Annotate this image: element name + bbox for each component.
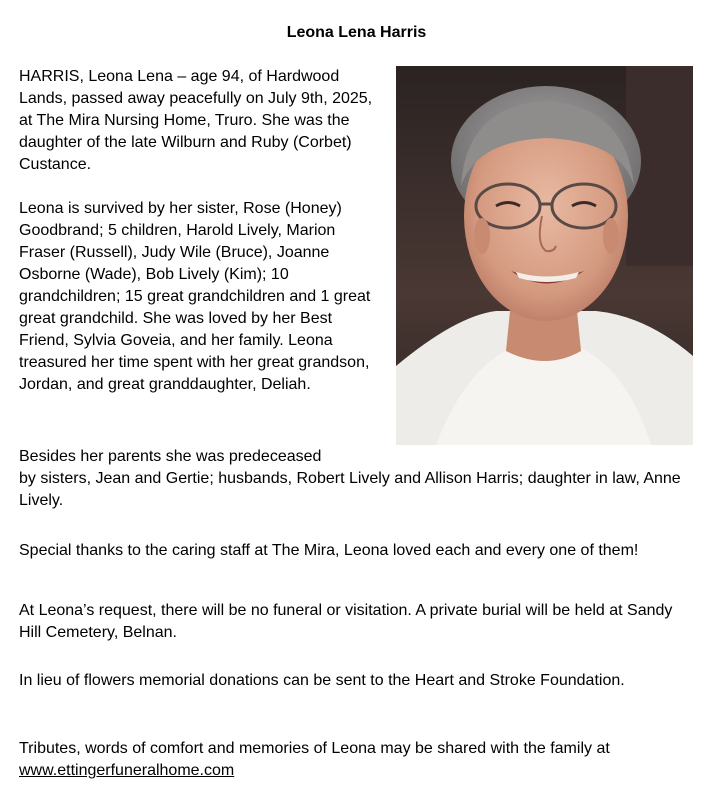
paragraph-tributes xyxy=(19,738,691,782)
paragraph-intro: HARRIS, Leona Lena – age 94, of Hardwood Lands, passed away peacefully on July 9th, 2025, at The Mira Nursing Home, Truro. She was the daughter of the late Wilburn and Ruby (Corbet) Custance. xyxy=(19,68,373,173)
predeceased-line-1: Besides her parents she was predeceased xyxy=(19,448,322,465)
predeceased-rest: by sisters, Jean and Gertie; husbands, Robert Lively and Allison Harris; daughter in law, Anne Lively. xyxy=(19,470,681,509)
paragraph-arrangements: At Leona’s request, there will be no funeral or visitation. A private burial will be held at Sandy Hill Cemetery, Belnan. xyxy=(19,602,673,641)
obituary-title: Leona Lena Harris xyxy=(286,24,427,41)
paragraph-thanks: Special thanks to the caring staff at The Mira, Leona loved each and every one of them! xyxy=(19,542,639,559)
paragraph-donations: In lieu of flowers memorial donations can be sent to the Heart and Stroke Foundation. xyxy=(19,672,625,689)
portrait-photo xyxy=(396,66,693,445)
funeral-home-link[interactable]: www.ettingerfuneralhome.com xyxy=(19,762,235,779)
paragraph-predeceased xyxy=(19,446,691,512)
portrait-illustration xyxy=(396,66,693,445)
tributes-text: Tributes, words of comfort and memories of Leona may be shared with the family at xyxy=(19,740,610,757)
paragraph-survivors: Leona is survived by her sister, Rose (Honey) Goodbrand; 5 children, Harold Lively, Marion Fraser (Russell), Judy Wile (Bruce), Joanne Osborne (Wade), Bob Lively (Kim); 10 grandchildren; 15 great grandchildren and 1 great great grandchild. She was loved by her Best Friend, Sylvia Goveia, and her family. Leona treasured her time spent with her great grandson, Jordan, and great granddaughter, Deliah. xyxy=(19,200,371,393)
